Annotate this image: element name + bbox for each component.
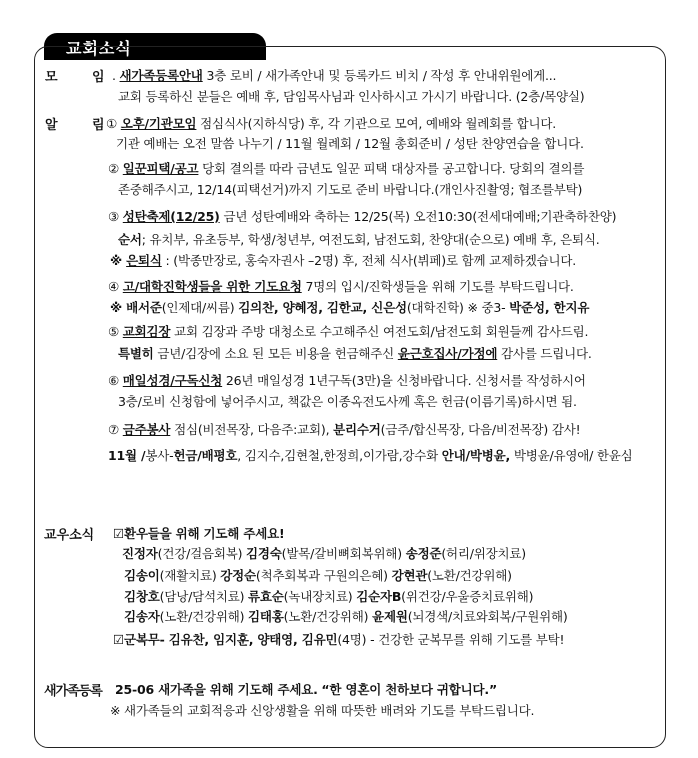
text-segment: 송정준 [405,546,442,561]
label-allim-2: 림 [92,118,105,133]
text-segment: 기관 예배는 오전 말씀 나누기 / 11월 월례회 / 12월 총회준비 / 성탄 찬양연습을 합니다. [116,136,584,151]
text-segment: 존중해주시고, 12/14(피택선거)까지 기도로 준비 바랍니다.(개인사진촬영; 협조를부탁) [118,182,583,197]
content-line [118,230,600,248]
text-segment: 고/대학진학생들을 위한 기도요청 [122,279,302,294]
text-segment: ⑤ [108,324,123,339]
content-line [118,180,582,198]
text-segment: 교회김장 [122,324,171,339]
text-segment: ① [106,116,121,131]
text-segment: , 김지수,김현철,한정희,이가람,강수화 [237,448,442,463]
text-segment: ④ [108,279,123,294]
text-segment: 교회 등록하신 분들은 예배 후, 담임목사님과 인사하시고 가시기 바랍니다. (2층/목양실) [118,89,585,104]
text-segment: (인제대/씨름) [161,300,239,315]
content-line [112,66,556,84]
text-segment: 김송이 [124,568,160,583]
text-segment: (4명) - 건강한 군복무를 위해 기도를 부탁! [337,632,565,647]
text-segment: 윤근호집사/가정에 [397,346,498,361]
text-segment: ☑군복무- 김유찬, 임지훈, 양태영, 김유민 [113,632,338,647]
content-line [113,524,284,542]
content-line [118,87,584,105]
text-segment: 11월 / [108,448,146,463]
content-line [122,544,526,562]
content-line [124,587,533,605]
text-segment: 강정순 [220,568,256,583]
content-line [108,420,580,438]
text-segment: 매일성경/구독신청 [122,373,223,388]
text-segment: 3층 로비 / 새가족안내 및 등록카드 비치 / 작성 후 안내위원에게... [202,68,557,83]
text-segment: 류효순 [248,589,284,604]
text-segment: 점심식사(지하식당) 후, 각 기관으로 모여, 예배와 월례회를 합니다. [196,116,557,131]
content-line [108,159,584,177]
content-line [116,134,584,152]
text-segment: 김창호 [124,589,160,604]
text-segment: 감사를 드립니다. [497,346,592,361]
text-segment: 강현관 [391,568,428,583]
text-segment: ※ [110,253,127,268]
text-segment: 진정자 [122,546,158,561]
label-moim-2: 임 [92,70,105,85]
text-segment: 3층/로비 신청함에 넣어주시고, 책값은 이종옥전도사께 혹은 헌금(이름기록)하시면 됨. [118,394,577,409]
text-segment: (금주/합신목장, 다음/비전목장) 감사! [380,422,581,437]
text-segment: 순서 [118,232,142,247]
content-line [110,298,589,316]
text-segment: 금주봉사 [122,422,171,437]
section-title: 교회소식 [66,39,132,58]
content-line [118,392,577,410]
text-segment: ⑦ [108,422,123,437]
text-segment: (노환/건강위해) [427,568,512,583]
text-segment: (노환/건강위해) [283,609,373,624]
text-segment: 26년 매일성경 1년구독(3만)을 신청바랍니다. 신청서를 작성하시어 [222,373,586,388]
text-segment: 윤제원 [372,609,408,624]
content-line [108,207,616,225]
text-segment: (노환/건강위해) [159,609,249,624]
text-segment: 금년/김장에 소요 된 모든 비용을 헌금해주신 [153,346,398,361]
text-segment: (녹내장치료) [283,589,357,604]
content-line [110,251,576,269]
text-segment: 일꾼피택/공고 [122,161,199,176]
content-line [115,680,497,698]
text-segment: (대학진학) ※ 중3- [406,300,510,315]
text-segment: 점심(비전목장, 다음주:교회), [170,422,334,437]
text-segment: 당회 결의를 따라 금년도 일꾼 피택 대상자를 공고합니다. 당회의 결의를 [198,161,585,176]
label-moim-1: 모 [45,70,58,85]
text-segment: (허리/위장치료) [441,546,526,561]
text-segment: ☑환우들을 위해 기도해 주세요! [113,526,285,541]
text-segment: ② [108,161,123,176]
text-segment: (건강/걸음회복) [157,546,247,561]
text-segment: 7명의 입시/진학생들을 위해 기도를 부탁드립니다. [301,279,574,294]
text-segment: ※ 새가족들의 교회적응과 신앙생활을 위해 따뜻한 배려와 기도를 부탁드립니다. [110,703,535,718]
text-segment: ※ 배서준 [110,300,162,315]
text-segment: : (박종만장로, 홍숙자권사 –2명) 후, 전체 식사(뷔페)로 함께 교제하겠습니다. [161,253,577,268]
content-line [118,344,592,362]
label-newfamily: 새가족등록 [44,684,102,699]
content-line [110,701,534,719]
content-line [124,607,568,625]
content-line [106,114,556,132]
text-segment: 김송자 [124,609,160,624]
text-segment: 봉사- [145,448,174,463]
label-allim-1: 알 [45,118,58,133]
content-line [108,371,586,389]
text-segment: 김의찬, 양혜정, 김한교, 신은성 [238,300,407,315]
text-segment: 박병윤/유영애/ 한윤심 [510,448,633,463]
text-segment: 안내/박병윤, [441,448,511,463]
text-segment: ⑥ [108,373,123,388]
text-segment: ③ [108,209,123,224]
text-segment: 성탄축제(12/25) [122,209,220,224]
text-segment: 김태홍 [248,609,284,624]
text-segment: “한 영혼이 천하보다 귀합니다.” [321,682,497,697]
text-segment: 박준성, 한지유 [509,300,590,315]
label-gyowoo: 교우소식 [44,528,95,543]
content-line [108,322,588,340]
text-segment: 특별히 [118,346,154,361]
text-segment: (위건강/우울증치료위해) [401,589,534,604]
text-segment: (뇌경색/치료와회복/구원위해) [407,609,568,624]
content-line [113,630,564,648]
text-segment: 김순자B [356,589,402,604]
text-segment: (발목/갈비뼈회복위해) [281,546,406,561]
text-segment: 분리수거 [333,422,381,437]
text-segment: ; 유치부, 유초등부, 학생/청년부, 여전도회, 남전도회, 찬양대(순으로) 예배 후, 은퇴식. [141,232,600,247]
text-segment: (재활치료) [159,568,221,583]
text-segment: 헌금/배평호 [173,448,238,463]
text-segment: 새가족등록안내 [119,68,203,83]
text-segment: 은퇴식 [126,253,162,268]
content-line [124,566,512,584]
text-segment: 교회 김장과 주방 대청소로 수고해주신 여전도회/남전도회 회원들께 감사드림. [170,324,589,339]
text-segment: 김경숙 [246,546,282,561]
content-line [108,446,633,464]
text-segment: 금년 성탄예배와 축하는 12/25(목) 오전10:30(전세대예배;기관축하찬양) [219,209,617,224]
text-segment: (담낭/담석치료) [159,589,249,604]
text-segment: 25-06 새가족을 위해 기도해 주세요. [115,682,318,697]
text-segment: (척추회복과 구원의은혜) [255,568,392,583]
text-segment: 오후/기관모임 [120,116,197,131]
content-line [108,277,574,295]
text-segment: . [112,68,120,83]
